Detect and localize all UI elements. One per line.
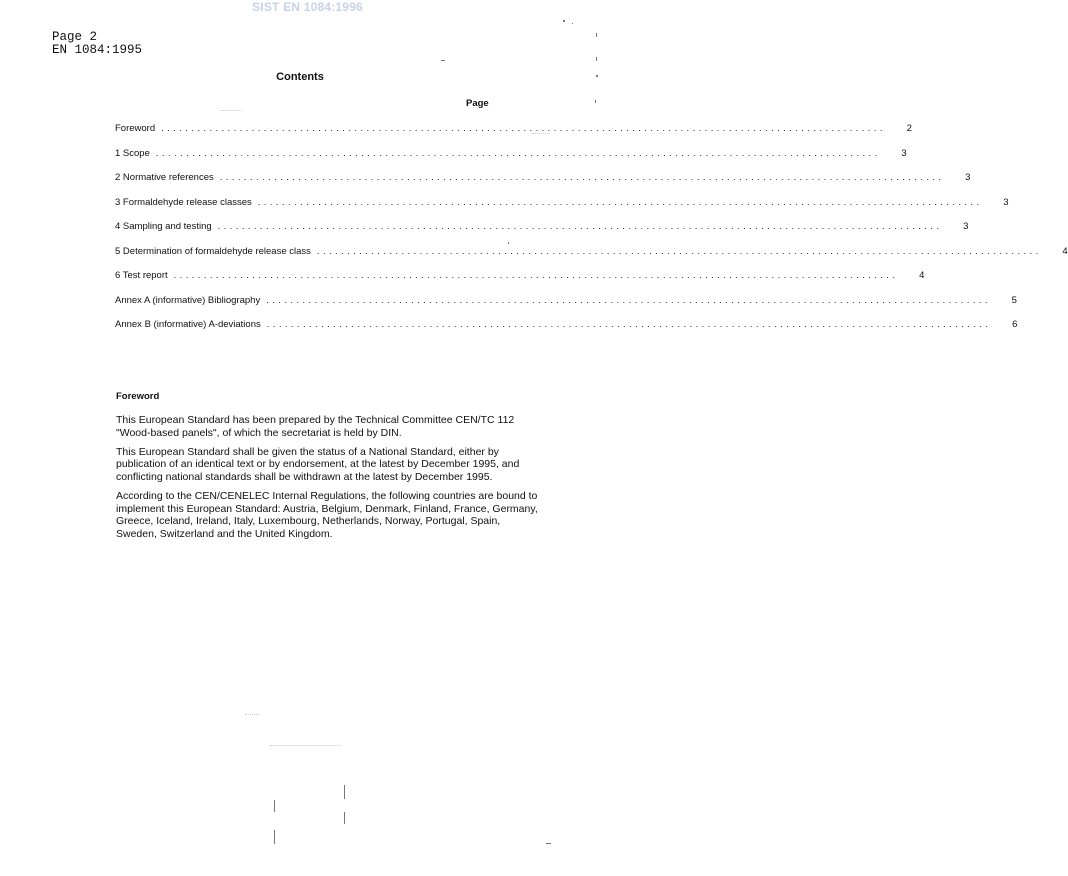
scan-speck [274, 830, 275, 844]
toc-entry-title: Annex A (informative) Bibliography [115, 294, 261, 306]
scan-speck [596, 57, 597, 61]
toc-entry-release-classes[interactable] [115, 196, 1009, 222]
scan-speck [441, 60, 445, 61]
toc-leader-dots: ........................................................................................................................ [173, 270, 899, 281]
foreword-paragraph: This European Standard shall be given the status of a National Standard, either by publication of an identical text or by endorsement, at the latest by December 1995, and conflicting national standards shall be withdrawn at the latest by December 1995. [116, 445, 520, 483]
scan-speck [344, 812, 345, 824]
scan-speck [595, 100, 596, 103]
toc-entry-page: 3 [963, 221, 969, 232]
toc-leader-dots: ........................................................................................................................ [155, 147, 881, 159]
contents-title: Contents [276, 71, 324, 83]
toc-entry-scope[interactable] [115, 147, 907, 173]
toc-entry-page: 5 [1011, 294, 1017, 306]
toc-entry-annex-b[interactable] [115, 319, 1018, 344]
toc-entry-title: 6 Test report [115, 270, 168, 281]
foreword-paragraph: According to the CEN/CENELEC Internal Regulations, the following countries are bound to implement this European Standard: Austria, Belgium, Denmark, Finland, France, Germany, Greece, Iceland, Ireland, Italy, Luxembourg, Netherlands, Norway, Portugal, Spain, Sweden, Switzerland and the United Kingdom. [116, 489, 538, 540]
toc-leader-dots: ........................................................................................................................ [316, 245, 1042, 257]
scan-speck [546, 843, 551, 844]
foreword-paragraph: This European Standard has been prepared by the Technical Committee CEN/TC 112 "Wood-based panels", of which the secretariat is held by DIN. [116, 414, 515, 439]
page-header [52, 31, 142, 57]
scan-speck [508, 242, 509, 244]
page-column-label: Page [466, 98, 489, 109]
toc-leader-dots: ........................................................................................................................ [266, 294, 991, 306]
toc-leader-dots: ........................................................................................................................ [257, 196, 983, 208]
toc-entry-title: 5 Determination of formaldehyde release class [115, 245, 311, 257]
page-number-label: Page 2 [52, 30, 98, 44]
toc-entry-title: 1 Scope [115, 147, 150, 159]
scan-speck [572, 23, 573, 24]
scan-speck [220, 110, 242, 111]
toc-entry-page: 3 [1003, 196, 1009, 208]
toc-leader-dots: ........................................................................................................................ [217, 221, 943, 232]
toc-entry-sampling-testing[interactable] [115, 221, 969, 246]
scan-speck [245, 714, 259, 715]
toc-entry-title: 2 Normative references [115, 172, 214, 183]
foreword-body [116, 414, 541, 547]
toc-entry-foreword[interactable] [115, 123, 912, 148]
toc-entry-page: 3 [965, 172, 971, 183]
scan-speck [596, 33, 597, 37]
toc-entry-title: 4 Sampling and testing [115, 221, 212, 232]
scan-speck [596, 75, 598, 77]
toc-entry-test-report[interactable] [115, 270, 925, 295]
toc-entry-page: 4 [919, 270, 925, 281]
toc-entry-title: Foreword [115, 123, 156, 134]
foreword-heading: Foreword [116, 391, 160, 402]
toc-entry-page: 3 [901, 147, 907, 159]
watermark: SIST EN 1084:1996 [252, 0, 363, 14]
toc-entry-title: 3 Formaldehyde release classes [115, 196, 252, 208]
toc-leader-dots: ........................................................................................................................ [266, 319, 992, 330]
scan-speck [532, 133, 550, 134]
scan-speck [274, 800, 275, 812]
toc-entry-title: Annex B (informative) A-deviations [115, 319, 261, 330]
scan-speck [270, 745, 340, 746]
toc-leader-dots: ........................................................................................................................ [219, 172, 945, 183]
toc-entry-annex-a[interactable] [115, 294, 1017, 320]
toc-leader-dots: ........................................................................................................................ [161, 123, 886, 134]
standard-reference: EN 1084:1995 [52, 43, 143, 57]
toc-entry-page: 2 [906, 123, 912, 134]
scan-speck [344, 785, 345, 799]
scan-speck [563, 20, 565, 22]
toc-entry-determination[interactable] [115, 245, 1068, 271]
toc-entry-page: 6 [1012, 319, 1018, 330]
table-of-contents [115, 123, 1068, 344]
toc-entry-normative-references[interactable] [115, 172, 971, 197]
toc-entry-page: 4 [1062, 245, 1068, 257]
